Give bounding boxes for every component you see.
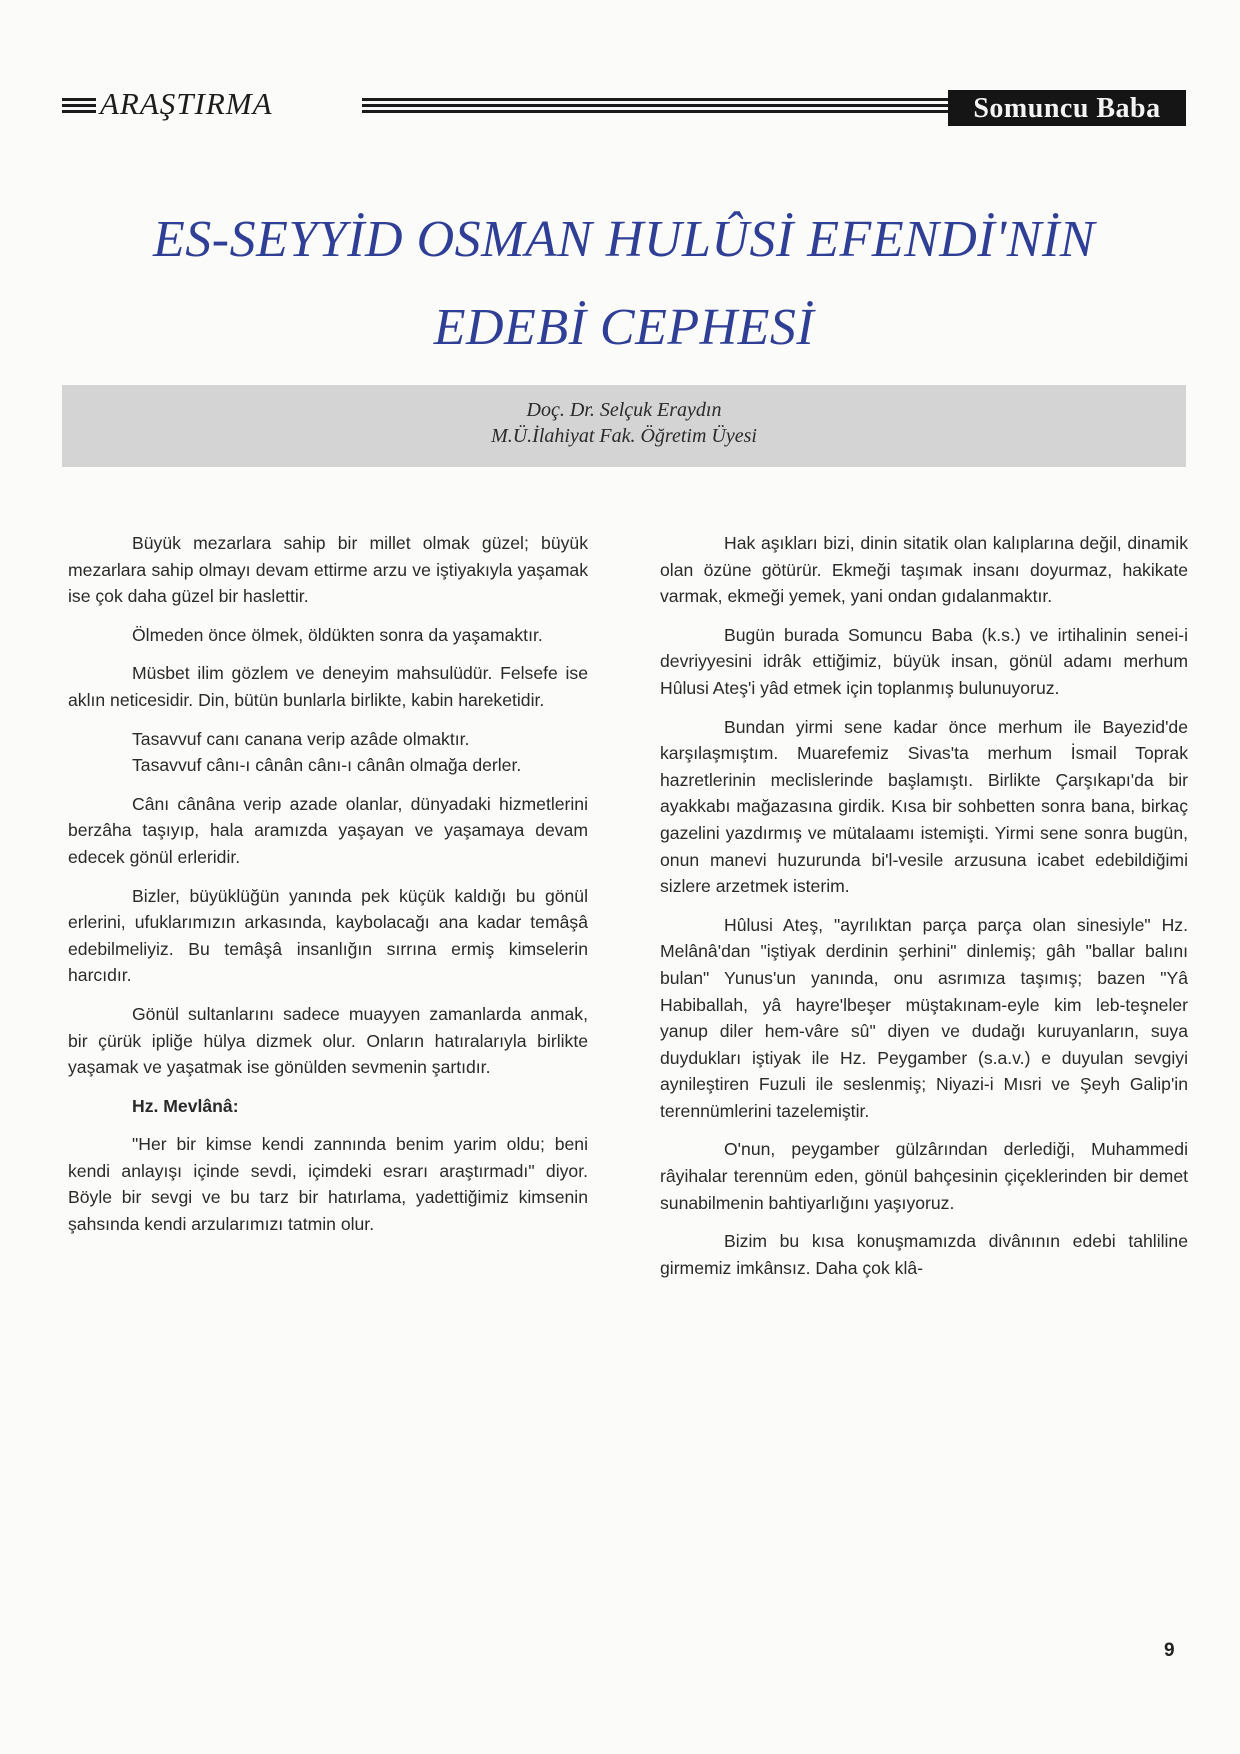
right-column [660, 530, 1188, 1293]
paragraph: Gönül sultanlarını sadece muayyen zamanlarda anmak, bir çürük ipliğe hülya dizmek olur. Onların hatıralarıyla birlikte yaşamak ve yaşatmak ise gönülden sevmenin şartıdır. [68, 1003, 588, 1078]
paragraph: O'nun, peygamber gülzârından derlediği, Muhammedi râyihalar terennüm eden, gönül bahçesinin çiçeklerinden bir demet sunabilmenin bahtiyarlığını yaşıyoruz. [660, 1139, 1188, 1213]
article-title [62, 196, 1186, 372]
paragraph: Cânı cânâna verip azade olanlar, dünyadaki hizmetlerini berzâha taşıyıp, hala aramızda yaşayan ve yaşamaya devam edecek gönül erleridir. [68, 793, 588, 867]
magazine-brand: Somuncu Baba [948, 90, 1186, 126]
header-rule [362, 98, 1022, 114]
author-band [62, 385, 1186, 467]
left-column [68, 530, 588, 1250]
paragraph: Bugün burada Somuncu Baba (k.s.) ve irtihalinin senei-i devriyyesini idrâk ettiğimiz, büyük insan, gönül adamı merhum Hûlusi Ateş'i yâd etmek için toplanmış bulunuyoruz. [660, 624, 1188, 698]
paragraph: Tasavvuf canı canana verip azâde olmaktır. [132, 728, 470, 749]
header-rule-left [62, 98, 96, 114]
article-title-line-2: EDEBİ CEPHESİ [433, 299, 815, 356]
paragraph: Tasavvuf cânı-ı cânân cânı-ı cânân olmağa derler. [132, 755, 522, 776]
paragraph: Bizler, büyüklüğün yanında pek küçük kaldığı bu gönül erlerini, ufuklarımızın arkasında, kaybolacağı ana kadar temâşâ edebilmeliyiz. Bu temâşâ insanlığın sırrına ermiş kimselerin harcıdır. [68, 885, 588, 986]
subheading: Hz. Mevlânâ: [132, 1095, 239, 1116]
paragraph: Büyük mezarlara sahip bir millet olmak güzel; büyük mezarlara sahip olmayı devam ettirme arzu ve iştiyakıyla yaşamak ise çok daha güzel bir haslettir. [68, 533, 588, 607]
paragraph: Müsbet ilim gözlem ve deneyim mahsulüdür. Felsefe ise aklın neticesidir. Din, bütün bunlarla birlikte, kabin hareketidir. [68, 663, 588, 710]
paragraph: Bundan yirmi sene kadar önce merhum ile Bayezid'de karşılaşmıştım. Muarefemiz Sivas'ta merhum İsmail Toprak hazretlerinin meclislerinde başlamıştı. Birlikte Çarşıkapı'da bir ayakkabı mağazasına girdik. Kısa bir sohbetten sonra bana, birkaç gazelini yazdırmış ve mütalaamı istemişti. Yirmi sene sonra bugün, onun manevi huzurunda bi'l-vesile arzusuna icabet edebildiğimi sizlere arzetmek isterim. [660, 716, 1188, 897]
paragraph: "Her bir kimse kendi zannında benim yarim oldu; beni kendi anlayışı içinde sevdi, içimdeki esrarı araştırmadı" diyor. Böyle bir sevgi ve bu tarz bir hatırlama, yadettiğimiz kimsenin şahsında kendi arzularımızı tatmin olur. [68, 1134, 588, 1235]
article-title-line-1: ES-SEYYİD OSMAN HULÛSİ EFENDİ'NİN [153, 211, 1095, 268]
author-affiliation: M.Ü.İlahiyat Fak. Öğretim Üyesi [491, 425, 757, 447]
page-number: 9 [1164, 1640, 1175, 1661]
paragraph: Bizim bu kısa konuşmamızda divânının edebi tahliline girmemiz imkânsız. Daha çok klâ- [660, 1231, 1188, 1278]
paragraph: Hûlusi Ateş, "ayrılıktan parça parça olan sinesiyle" Hz. Melânâ'dan "iştiyak derdinin şerhini" dinlemiş; gâh "ballar balını bulan" Yunus'un yanında, onu asrımıza taşımış; bazen "Yâ Habiballah, yâ hayre'lbeşer müştakınam-eyle kim leb-teşneler yanup diler hem-vâre sû" diyen ve dudağı kuruyanların, suya duydukları iştiyak ile Hz. Peygamber (s.a.v.) e duyulan sevgiyi aynileştiren Fuzuli ile seslenmiş; Niyazi-i Mısri ve Şeyh Galip'in terennümlerini tazelemiştir. [660, 914, 1188, 1121]
paragraph: Hak aşıkları bizi, dinin sitatik olan kalıplarına değil, dinamik olan özüne götürür. Ekmeği taşımak insanı doyurmaz, hakikate varmak, ekmeği yemek, yani ondan gıdalanmaktır. [660, 533, 1188, 607]
author-name: Doç. Dr. Selçuk Eraydın [526, 399, 722, 421]
page-header [62, 86, 1186, 126]
section-label: ARAŞTIRMA [100, 86, 273, 121]
paragraph: Ölmeden önce ölmek, öldükten sonra da yaşamaktır. [132, 624, 543, 645]
